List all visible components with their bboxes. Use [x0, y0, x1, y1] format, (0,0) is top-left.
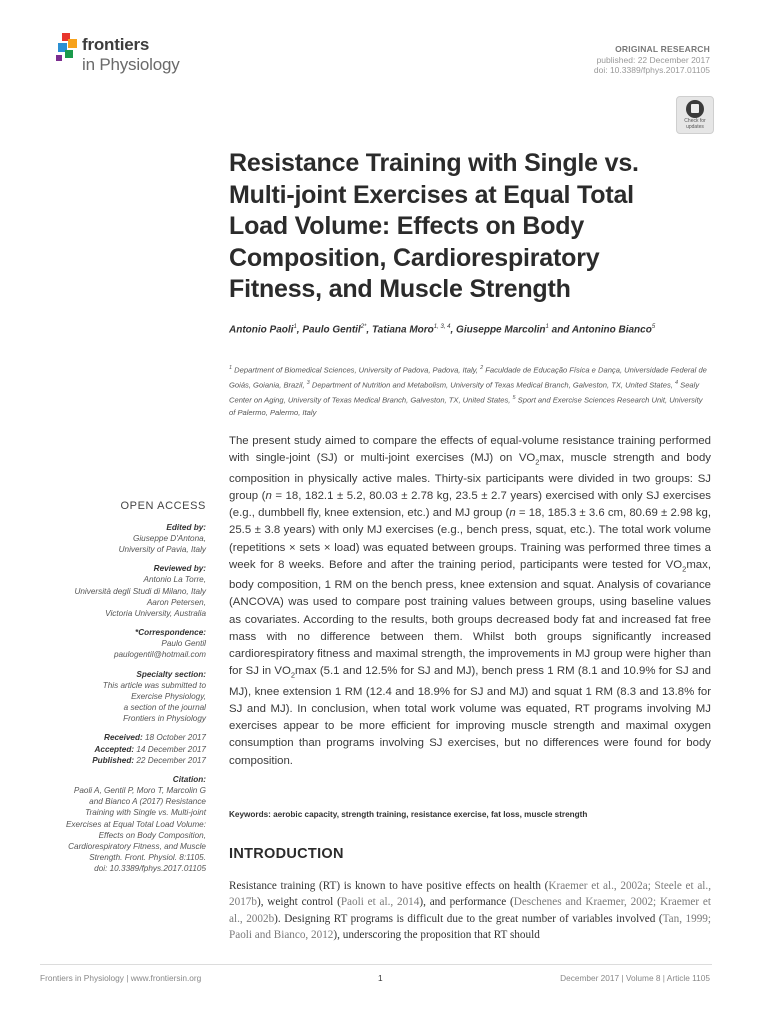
check-for-updates-icon: [686, 100, 704, 118]
logo-word-journal: in Physiology: [82, 55, 180, 74]
author-name[interactable]: Tatiana Moro: [371, 324, 434, 336]
citation-label: Citation:: [172, 775, 206, 785]
published-date: published: 22 December 2017: [596, 54, 710, 65]
citation-link[interactable]: Kraemer et al., 2002a; Steele et al., 2017b: [229, 880, 711, 909]
author-name[interactable]: Antonino Bianco: [571, 324, 652, 336]
author-name[interactable]: Paulo Gentil: [302, 324, 361, 336]
article-doi[interactable]: doi: 10.3389/fphys.2017.01105: [593, 65, 710, 75]
introduction-text: Resistance training (RT) is known to have positive effects on health (Kraemer et al., 2002a; Steele et al., 2017b), weight control (Paoli et al., 2014), and performance (Deschenes and Kraemer, 2002; Kraemer et al., 2002b). Designing RT programs is difficult due to the great number of variables involved (Tan, 1999; Paoli and Bianco, 2012), underscoring the proposition that RT should: [229, 880, 711, 941]
citation-link[interactable]: Tan, 1999; Paoli and Bianco, 2012: [229, 912, 711, 941]
article-title: Resistance Training with Single vs. Multi-joint Exercises at Equal Total Load Volume: Effects on Body Composition, Cardiorespiratory Fitness, and Muscle Strength: [229, 149, 639, 303]
edited-by-value: Giuseppe D'Antona, University of Pavia, Italy: [118, 534, 206, 555]
affiliation-item: Sealy Center on Aging, University of Texas Medical Branch, Galveston, TX, United States,: [229, 380, 700, 405]
affiliations: $^1$ Department of Biomedical Sciences, University of Padova, Padova, Italy, $^2$ Faculdade de Educação Física e Dança, Universidade Federal de Goiás, Goiania, Brazil, $^3$ Department of Nutrition and Metabolism, University of Texas Medical Branch, Galveston, TX, United States, $^4$ Sealy Center on Aging, University of Texas Medical Branch, Galveston, TX, United States, $^5$ Sport and Exercise Sciences Research Unit, University of Palermo, Palermo, Italy: [229, 365, 707, 418]
article-type: ORIGINAL RESEARCH: [615, 44, 710, 54]
article-dates: Received: 18 October 2017 Accepted: 14 December 2017 Published: 22 December 2017: [92, 733, 206, 765]
author-name[interactable]: Giuseppe Marcolin: [456, 324, 546, 336]
correspondence-label: *Correspondence:: [135, 628, 206, 638]
section-heading-introduction: INTRODUCTION: [229, 846, 344, 862]
author-list: Antonio Paoli$^1$, Paulo Gentil$^{2*}$, Tatiana Moro$^{1, 3, 4}$, Giuseppe Marcolin$^1$ and Antonino Bianco$^5$: [229, 324, 656, 336]
abstract: The present study aimed to compare the effects of equal-volume resistance training performed with single-joint (SJ) or multi-joint exercises (MJ) on $VO_2\max$, muscle strength and body composition in physically active males. Thirty-six participants were divided in two groups: SJ group (n = 18, 182.1 ± 5.2, 80.03 ± 2.78 kg, 23.5 ± 2.7 years) exercised with only SJ exercises (e.g., dumbbell fly, knee extension, etc.) and MJ group (n = 18, 185.3 ± 3.6 cm, 80.69 ± 2.98 kg, 25.5 ± 3.8 years) with only MJ exercises (e.g., bench press, squat, etc.). The total work volume (repetitions × sets × load) was equated between groups. Training was performed three times a week for 8 weeks. Before and after the training period, participants were tested for $VO_2\max$, body composition, 1 RM on the bench press, knee extension and squat. Analysis of covariance (ANCOVA) was used to compare post training values between groups, using baseline values as covariates. According to the results, both groups decreased body fat and increased fat free mass with no difference between them. Whilst both groups significantly increased cardiorespiratory fitness and maximal strength, the improvements in MJ group were higher than for SJ in $VO_2\max$ (5.1 and 12.5% for SJ and MJ), bench press 1 RM (8.1 and 10.9% for SJ and MJ), knee extension 1 RM (12.4 and 18.9% for SJ and MJ) and squat 1 RM (8.3 and 13.8% for SJ and MJ). In conclusion, when total work volume was equated, RT programs involving MJ exercises appear to be more efficient for improving muscle strength and maximal oxygen consumption than programs involving SJ exercises, but no differences were found for body composition.: [229, 435, 711, 767]
author-affiliation-marker: 1: [545, 324, 549, 330]
citation-value: Paoli A, Gentil P, Moro T, Marcolin G and Bianco A (2017) Resistance Training with Single vs. Multi-joint Exercises at Equal Total Load Volume: Effects on Body Composition, Cardiorespiratory Fitness, and Muscle Strength. Front. Physiol. 8:1105. doi: 10.3389/fphys.2017.01105: [40, 785, 206, 875]
correspondence-value: Paulo Gentil paulogentil@hotmail.com: [40, 638, 206, 660]
check-for-updates-label: Check for updates: [684, 118, 706, 130]
author-name[interactable]: Antonio Paoli: [229, 324, 294, 336]
affiliation-item: Sport and Exercise Sciences Research Unit, University of Palermo, Palermo, Italy: [229, 395, 703, 418]
edited-by-label: Edited by:: [166, 523, 206, 532]
footer-divider: [40, 964, 712, 965]
author-affiliation-marker: 5: [651, 324, 656, 330]
logo-word-frontiers: frontiers: [82, 35, 150, 54]
author-affiliation-marker: 1: [293, 324, 297, 330]
citation-link[interactable]: Paoli et al., 2014: [340, 896, 420, 909]
author-affiliation-marker: 1, 3, 4: [433, 324, 451, 330]
footer-issue-info: December 2017 | Volume 8 | Article 1105: [560, 973, 710, 983]
reviewed-by-value: Antonio La Torre, Università degli Studi di Milano, Italy Aaron Petersen, Victoria University, Australia: [74, 575, 206, 619]
citation-doi-link[interactable]: doi: 10.3389/fphys.2017.01105: [94, 864, 206, 874]
check-for-updates-button[interactable]: [676, 96, 714, 134]
frontiers-logo[interactable]: [55, 33, 205, 83]
correspondence-email-link[interactable]: paulogentil@hotmail.com: [113, 650, 206, 660]
frontiers-logo-mark-icon: [55, 33, 81, 63]
affiliation-item: Department of Nutrition and Metabolism, University of Texas Medical Branch, Galveston, TX, United States,: [309, 380, 675, 390]
footer-journal-link[interactable]: Frontiers in Physiology | www.frontiersin.org: [40, 973, 202, 983]
keywords: Keywords: aerobic capacity, strength training, resistance exercise, fat loss, muscle strength: [229, 810, 588, 819]
specialty-section-label: Specialty section:: [136, 669, 206, 679]
affiliation-item: Department of Biomedical Sciences, University of Padova, Padova, Italy,: [232, 365, 481, 375]
reviewed-by-label: Reviewed by:: [153, 564, 206, 574]
specialty-section-value: This article was submitted to Exercise Physiology, a section of the journal Frontiers in Physiology: [102, 680, 206, 724]
article-header-info: [594, 44, 710, 76]
page-number: 1: [378, 973, 383, 983]
open-access-label: OPEN ACCESS: [120, 500, 206, 512]
affiliation-item: Faculdade de Educação Física e Dança, Universidade Federal de Goiás, Goiania, Brazil,: [229, 365, 707, 390]
citation-link[interactable]: Deschenes and Kraemer, 2002; Kraemer et al., 2002b: [229, 896, 711, 925]
article-sidebar: [40, 500, 206, 875]
author-affiliation-marker: 2*: [360, 324, 367, 330]
